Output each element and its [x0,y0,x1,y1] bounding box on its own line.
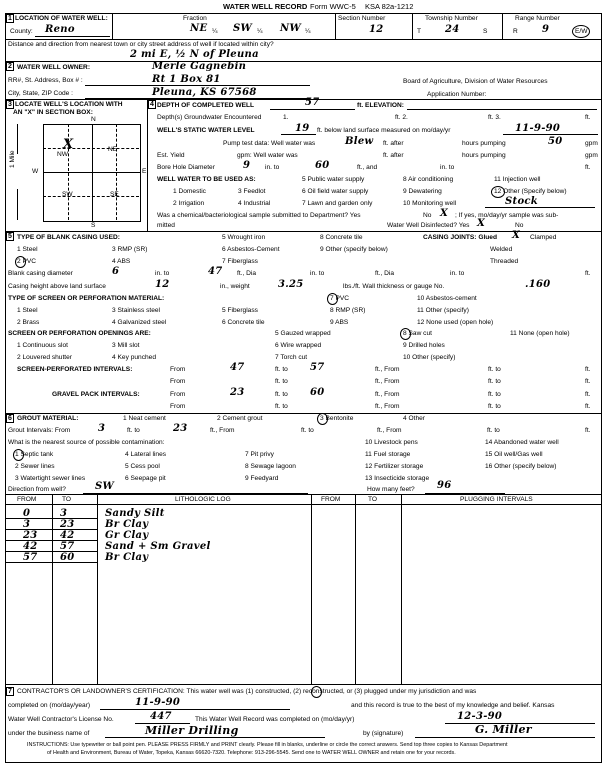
county-label: County: [10,28,33,35]
depth-label: DEPTH OF COMPLETED WELL [157,102,255,109]
log-row-rule [5,529,97,530]
gravel-from2-label: ft., From [375,391,400,398]
compass-e: E [142,168,147,175]
grout-2[interactable]: 2 Cement grout [217,415,263,422]
quadrant-ne: NE [108,146,118,153]
perf-to2-label: ft. to [488,366,501,373]
quadrant-se: SE [110,191,119,198]
pump-test-value[interactable]: Blew [345,136,374,147]
use-2[interactable]: 2 Irrigation [173,200,205,207]
perf-from-value[interactable]: 47 [230,362,245,373]
constructed-circle [311,686,322,698]
compass-n: N [91,116,96,123]
quadrant-nw: NW [57,151,68,158]
casing-3[interactable]: 3 RMP (SR) [112,246,148,253]
casing-joints-mark: X [512,230,521,241]
screen-3[interactable]: 3 Stainless steel [112,307,161,314]
bore-ft: ft., and [357,164,378,171]
casing-diameter-to[interactable]: 47 [208,266,223,277]
gravel-to-label: ft. to [275,391,288,398]
address-value[interactable]: Rt 1 Box 81 [152,74,221,85]
contam-8[interactable]: 8 Sewage lagoon [245,463,296,470]
section-5-number: 5 [6,232,14,241]
use-label: WELL WATER TO BE USED AS: [157,176,256,183]
use-5[interactable]: 5 Public water supply [302,176,365,183]
section-number-value[interactable]: 12 [369,24,384,35]
certification-text: CONTRACTOR'S OR LANDOWNER'S CERTIFICATION: This water well was (1) constructed, (2) reconstructed, or (3) plugged under my jurisdiction and was [17,688,477,695]
casing-2[interactable]: 2 PVC [17,258,37,265]
contam-16[interactable]: 16 Other (specify below) [485,463,557,470]
range-r: R [513,28,518,35]
log-row-from[interactable]: 57 [23,552,38,563]
screen-9[interactable]: 9 ABS [330,319,349,326]
gravel-row2-to2: ft. to [488,403,501,410]
perf-row2-to2: ft. to [488,378,501,385]
disinfected-label: Water Well Disinfected? Yes [387,222,470,229]
township-t: T [417,28,422,35]
casing-weight-value[interactable]: 3.25 [278,279,304,290]
casing-8[interactable]: 8 Concrete tile [320,234,363,241]
perf-row2-from: From [170,378,186,385]
openings-label: SCREEN OR PERFORATION OPENINGS ARE: [8,330,151,337]
casing-diameter-ft2: ft., Dia [375,270,395,277]
contam-5[interactable]: 5 Cess pool [125,463,160,470]
location-mark[interactable]: X [63,137,74,152]
quarter-1: ¼ [212,28,218,35]
fraction-3[interactable]: NW [280,23,301,34]
gw-ft: ft. [585,114,591,121]
contam-3[interactable]: 3 Watertight sewer lines [15,475,86,482]
elevation-label: ft. ELEVATION: [357,102,405,109]
contam-15[interactable]: 15 Oil well/Gas well [485,451,543,458]
pump-after: ft. after [383,140,404,147]
yield-label: Est. Yield [157,152,185,159]
casing-diameter-in3: in. to [450,270,465,277]
gravel-from-label: From [170,391,186,398]
township-s: S [483,28,488,35]
gravel-row2-end: ft. [585,403,591,410]
use-11[interactable]: 11 Injection well [494,176,541,183]
grout-from2-label: ft., From [210,427,235,434]
casing-diameter-in: in. to [155,270,170,277]
mile-label: 1 Mile [9,150,16,168]
wall-thickness-value[interactable]: .160 [525,279,551,290]
gravel-row2-to: ft. to [275,403,288,410]
bore-to-value[interactable]: 60 [315,160,330,171]
log-row-rule [5,551,97,552]
grout-3[interactable]: 3 Bentonite [320,415,354,422]
contam-7[interactable]: 7 Pit privy [245,451,274,458]
static-level-value[interactable]: 19 [295,123,310,134]
completed-label: completed on (mo/day/year) [8,702,91,709]
location-label: LOCATION OF WATER WELL: [15,15,108,22]
log-header-to-2: TO [368,496,378,503]
screen-material-label: TYPE OF SCREEN OR PERFORATION MATERIAL: [8,295,165,302]
casing-diameter-label: Blank casing diameter [8,270,73,277]
log-row-to[interactable]: 3 [60,508,68,519]
compass-s: S [91,222,96,229]
static-date[interactable]: 11-9-90 [515,123,561,134]
county-value[interactable]: Reno [45,24,75,35]
how-many-feet-value[interactable]: 96 [437,480,452,491]
chem-no-mark: X [440,208,449,219]
opening-10[interactable]: 10 Other (specify) [403,354,456,361]
log-row-lithology[interactable]: Sand + Sm Gravel [105,541,211,552]
pump-test-label: Pump test data: Well water was [223,140,316,147]
log-row-to[interactable]: 60 [60,552,75,563]
grout-to3-label: ft. to [487,427,500,434]
casing-7[interactable]: 7 Fiberglass [222,258,258,265]
screen-5[interactable]: 5 Fiberglass [222,307,258,314]
application-number-label: Application Number: [427,91,487,98]
city-label: City, State, ZIP Code : [8,90,73,97]
log-row-from[interactable]: 3 [23,519,31,530]
perf-to-label: ft. to [275,366,288,373]
grout-intervals-label: Grout Intervals: From [8,427,71,434]
casing-diameter-ft3: ft. [585,270,591,277]
pump-gpm: gpm [585,140,598,147]
section-7-number: 7 [6,687,14,696]
signature-label: by (signature) [363,730,404,737]
grout-to-label: ft. to [127,427,140,434]
yield-after: ft. after [383,152,404,159]
gravel-to2-label: ft. to [488,391,501,398]
contam-2[interactable]: 2 Sewer lines [15,463,55,470]
use-4[interactable]: 4 Industrial [238,200,271,207]
contam-10[interactable]: 10 Livestock pens [365,439,418,446]
instructions-line-1: INSTRUCTIONS: Use typewriter or ball point pen. PLEASE PRESS FIRMLY and PRINT clearly. Please fill in blanks, underline or circle the correct answers. Send top three copies to Kansas Department [27,742,508,748]
opening-7[interactable]: 7 Torch cut [275,354,308,361]
direction-label: Direction from well? [8,486,66,493]
quadrant-sw: SW [62,191,73,198]
section-2-number: 2 [6,62,14,71]
form-title: WATER WELL RECORD [223,2,308,11]
locate-label-1: LOCATE WELL'S LOCATION WITH [15,101,123,108]
groundwater-label: Depth(s) Groundwater Encountered [157,114,262,121]
contamination-label: What is the nearest source of possible contamination: [8,439,165,446]
gw-3: ft. 3. [488,114,501,121]
chem-sample-label: Was a chemical/bacteriological sample submitted to Department? Yes [157,212,361,219]
use-10[interactable]: 10 Monitoring well [403,200,457,207]
log-row-from[interactable]: 0 [23,508,31,519]
log-row-rule [5,562,97,563]
casing-welded[interactable]: Welded [490,246,513,253]
instructions-line-2: of Health and Environment, Bureau of Water, Topeka, Kansas 66620-7320. Telephone: 913-296-5545. Send one to WATER WELL OWNER and retain one for your records. [47,750,456,756]
opening-8[interactable]: 8 Saw cut [403,330,432,337]
grout-from3-label: ft., From [377,427,402,434]
log-row-lithology[interactable]: Br Clay [105,552,149,563]
record-completed-label: This Water Well Record was completed on (mo/day/yr) [195,716,355,723]
opening-3[interactable]: 3 Mill slot [112,342,140,349]
gw-1: 1. [283,114,289,121]
screen-6[interactable]: 6 Concrete tile [222,319,265,326]
section-3-number: 3 [6,100,14,109]
fraction-label: Fraction [183,15,207,22]
use-7[interactable]: 7 Lawn and garden only [302,200,373,207]
opening-2[interactable]: 2 Louvered shutter [17,354,72,361]
casing-4[interactable]: 4 ABS [112,258,131,265]
contam-9[interactable]: 9 Feedyard [245,475,279,482]
record-completed-date[interactable]: 12-3-90 [457,711,503,722]
use-8[interactable]: 8 Air conditioning [403,176,454,183]
license-value[interactable]: 447 [150,711,172,722]
section-number-label: Section Number [338,15,386,22]
casing-height-value[interactable]: 12 [155,279,170,290]
contam-4[interactable]: 4 Lateral lines [125,451,167,458]
screen-12[interactable]: 12 None used (open hole) [417,319,494,326]
completed-value[interactable]: 11-9-90 [135,697,181,708]
ew-circle [572,25,590,38]
opening-11[interactable]: 11 None (open hole) [510,330,570,337]
log-row-lithology[interactable]: Sandy Silt [105,508,165,519]
direction-value[interactable]: SW [95,481,115,492]
log-row-to[interactable]: 42 [60,530,75,541]
use-12-value[interactable]: Stock [505,196,539,207]
range-number-label: Range Number [515,15,560,22]
contam-13[interactable]: 13 Insecticide storage [365,475,430,482]
use-12-circle [491,186,505,198]
address-label: RR#, St. Address, Box # : [8,77,83,84]
opening-9[interactable]: 9 Drilled holes [403,342,445,349]
grout-3-circle [317,413,328,425]
township-value[interactable]: 24 [445,24,460,35]
perf-ft-end: ft. [585,366,591,373]
contam-14[interactable]: 14 Abandoned water well [485,439,559,446]
screen-1[interactable]: 1 Steel [17,307,38,314]
log-header-from: FROM [17,496,37,503]
city-value[interactable]: Pleuna, KS 67568 [152,87,257,98]
screen-7[interactable]: 7 PVC [330,295,350,302]
screen-4[interactable]: 4 Galvanized steel [112,319,167,326]
grout-1[interactable]: 1 Neat cement [123,415,166,422]
pump-gpm-value[interactable]: 50 [548,136,563,147]
license-label: Water Well Contractor's License No. [8,716,114,723]
grout-to-value[interactable]: 23 [173,423,188,434]
gravel-to-value[interactable]: 60 [310,387,325,398]
compass-w: W [32,168,39,175]
chem-sample-rest: ; If yes, mo/day/yr sample was sub- [455,212,559,219]
business-value[interactable]: Miller Drilling [145,724,239,737]
gw-2: ft. 2. [395,114,408,121]
log-row-lithology[interactable]: Br Clay [105,519,149,530]
grout-ft3-label: ft. [585,427,591,434]
perf-row2-end: ft. [585,378,591,385]
screen-2[interactable]: 2 Brass [17,319,40,326]
ksa-number: KSA 82a-1212 [365,2,414,11]
business-label: under the business name of [8,730,90,737]
log-row-lithology[interactable]: Gr Clay [105,530,149,541]
gravel-row2-from2: ft., From [375,403,400,410]
opening-8-circle [400,328,411,340]
section-1-number: 1 [6,14,14,23]
casing-2-circle [15,256,26,268]
opening-6[interactable]: 6 Wire wrapped [275,342,322,349]
grout-material-label: GROUT MATERIAL: [17,415,79,422]
casing-threaded[interactable]: Threaded [490,258,519,265]
range-value[interactable]: 9 [542,24,550,35]
use-9[interactable]: 9 Dewatering [403,188,442,195]
pump-hours: hours pumping [462,140,506,147]
signature[interactable]: G. Miller [475,723,532,736]
chem-no[interactable]: No [423,212,432,219]
perf-row2-from2: ft., From [375,378,400,385]
perf-from2-label: ft., From [375,366,400,373]
grout-from-value[interactable]: 3 [98,423,106,434]
fraction-1[interactable]: NE [190,23,208,34]
casing-1[interactable]: 1 Steel [17,246,38,253]
casing-6[interactable]: 6 Asbestos-Cement [222,246,280,253]
gravel-pack-label: GRAVEL PACK INTERVALS: [52,391,140,398]
section-4-number: 4 [148,100,156,109]
log-header-from-2: FROM [321,496,341,503]
yield-gpm: gpm [585,152,598,159]
use-3[interactable]: 3 Feedlot [238,188,266,195]
form-number: Form WWC-5 [310,2,356,11]
casing-5[interactable]: 5 Wrought iron [222,234,266,241]
log-row-to[interactable]: 23 [60,519,75,530]
gravel-from-value[interactable]: 23 [230,387,245,398]
bore-in: in. to [265,164,280,171]
bore-in-2: in. to [440,164,455,171]
log-header-lithologic: LITHOLOGIC LOG [175,496,231,503]
log-row-rule [5,540,97,541]
contam-1-circle [13,449,24,461]
contam-12[interactable]: 12 Fertilizer storage [365,463,424,470]
chem-submitted: mitted [157,222,175,229]
casing-9[interactable]: 9 Other (specify below) [320,246,388,253]
static-level-rest: ft. below land surface measured on mo/day/yr [317,127,451,134]
log-header-to: TO [62,496,72,503]
contam-11[interactable]: 11 Fuel storage [365,451,411,458]
record-true-text: and this record is true to the best of my knowledge and belief. Kansas [351,702,555,709]
gravel-ft-end: ft. [585,391,591,398]
disinfected-mark: X [477,218,486,229]
screen-11[interactable]: 11 Other (specify) [417,307,469,314]
quarter-2: ¼ [257,28,263,35]
owner-value[interactable]: Merle Gagnebin [152,61,247,72]
casing-height-label: Casing height above land surface [8,283,106,290]
grout-4[interactable]: 4 Other [403,415,425,422]
perf-to-value[interactable]: 57 [310,362,325,373]
bore-ft-2: ft. [585,164,591,171]
casing-joints-label: CASING JOINTS: Glued [423,234,498,241]
water-well-record-form [5,3,602,762]
distance-value[interactable]: 2 mi E, ½ N of Pleuna [130,49,259,60]
casing-clamped[interactable]: Clamped [530,234,557,241]
yield-hours: hours pumping [462,152,506,159]
screen-7-circle [327,293,338,305]
casing-diameter-value[interactable]: 6 [112,266,120,277]
perforated-intervals-label: SCREEN-PERFORATED INTERVALS: [17,366,133,373]
gravel-row2-from: From [170,403,186,410]
screen-10[interactable]: 10 Asbestos-cement [417,295,477,302]
opening-5[interactable]: 5 Gauzed wrapped [275,330,331,337]
bore-label: Bore Hole Diameter [157,164,215,171]
blank-casing-label: TYPE OF BLANK CASING USED: [17,234,120,241]
section-6-number: 6 [6,414,14,423]
grout-to2-label: ft. to [301,427,314,434]
bore-value[interactable]: 9 [243,160,251,171]
log-row-to[interactable]: 57 [60,541,75,552]
depth-value[interactable]: 57 [305,97,320,108]
log-row-from[interactable]: 23 [23,530,38,541]
owner-label: WATER WELL OWNER: [17,64,91,71]
opening-4[interactable]: 4 Key punched [112,354,156,361]
how-many-feet-label: How many feet? [367,486,415,493]
perf-row2-to: ft. to [275,378,288,385]
locate-label-2: AN "X" IN SECTION BOX: [13,109,93,116]
perf-from-label: From [170,366,186,373]
contam-6[interactable]: 6 Seepage pit [125,475,166,482]
casing-weight-label: in., weight [220,283,250,290]
board-label: Board of Agriculture, Division of Water Resources [403,78,548,85]
log-header-plugging: PLUGGING INTERVALS [460,496,533,503]
static-level-label: WELL'S STATIC WATER LEVEL [157,127,255,134]
disinfected-no[interactable]: No [515,222,524,229]
distance-label: Distance and direction from nearest town or city street address of well if located within city? [8,41,274,48]
opening-1[interactable]: 1 Continuous slot [17,342,68,349]
wall-thickness-label: lbs./ft. Wall thickness or gauge No. [343,283,445,290]
quarter-3: ¼ [305,28,311,35]
east-west: E/W [575,28,588,35]
fraction-2[interactable]: SW [233,23,253,34]
yield-gpm-label: gpm: Well water was [237,152,298,159]
casing-diameter-in2: in. to [310,270,325,277]
use-12[interactable]: 12 Other (Specify below) [494,188,567,195]
screen-8[interactable]: 8 RMP (SR) [330,307,366,314]
contam-1[interactable]: 1 Septic tank [15,451,54,458]
use-6[interactable]: 6 Oil field water supply [302,188,369,195]
log-row-rule [5,518,97,519]
casing-diameter-ft: ft., Dia [237,270,257,277]
use-1[interactable]: 1 Domestic [173,188,206,195]
log-row-from[interactable]: 42 [23,541,38,552]
township-number-label: Township Number [425,15,478,22]
